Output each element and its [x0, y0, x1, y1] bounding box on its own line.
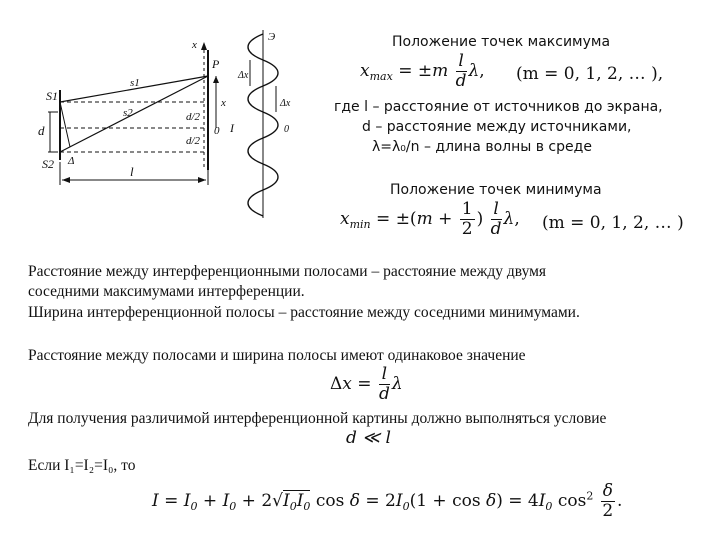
max-section-title: Положение точек максимума — [392, 34, 611, 50]
paragraph-equal-intensities: Если I₁=I₂=I₀, то — [28, 457, 136, 474]
label-intensity: I — [230, 121, 234, 135]
paragraph-fringe-distance-line-1: Расстояние между интерференционными полосами – расстояние между двумя — [28, 263, 547, 280]
label-x-value: x — [221, 97, 226, 109]
paragraph-same-value: Расстояние между полосами и ширина полосы имеют одинаковое значение — [28, 347, 526, 364]
label-l-bottom: l — [130, 164, 134, 179]
delta-x-formula: Δx = $\frac{l}{d}$ λ — [330, 364, 403, 404]
min-formula: $x_{min} = \pm(m$ + $\frac{1}{2}$ ) $\frac{l}{d}$ λ, — [340, 199, 520, 239]
label-screen-e: Э — [268, 31, 276, 43]
max-desc-line-3: λ=λ₀/n – длина волны в среде — [372, 139, 592, 155]
label-point-p: P — [212, 57, 220, 71]
label-x-axis: x — [192, 39, 197, 51]
label-ray-s1: s1 — [130, 77, 140, 89]
max-desc-line-2: d – расстояние между источниками, — [362, 119, 632, 135]
condition-formula: d ≪ l — [346, 428, 391, 448]
min-section-title: Положение точек минимума — [390, 182, 602, 198]
label-s1-source: S1 — [46, 89, 58, 103]
label-s2-source: S2 — [42, 157, 54, 171]
intensity-formula: $I = I_0 + I_0 + 2√I_0I_0$ $\cos \delta = 2I_0(1 + \cos \delta) = 4I_0$ $\cos^2$ $\frac{\delta}{2}$ . — [152, 481, 623, 521]
max-formula: $x_{max} = \pm m$ $\frac{l}{d}$ λ, — [360, 51, 485, 91]
paragraph-condition: Для получения различимой интерференционной картины должно выполняться условие — [28, 410, 607, 427]
label-zero: 0 — [214, 125, 220, 137]
paragraph-fringe-distance-line-2: соседними максимумами интерференции. — [28, 283, 305, 300]
label-d-half-bottom: d/2 — [186, 135, 201, 147]
max-formula-range: (m = 0, 1, 2, … ), — [516, 64, 664, 84]
interference-diagram — [18, 20, 308, 220]
label-delta: Δ — [68, 155, 75, 167]
label-delta-x-top: Δx — [238, 70, 249, 81]
paragraph-fringe-width: Ширина интерференционной полосы – расстояние между соседними минимумами. — [28, 304, 580, 321]
min-formula-range: (m = 0, 1, 2, … ) — [542, 213, 684, 233]
label-delta-x-right: Δx — [280, 98, 291, 109]
label-ray-s2: s2 — [123, 107, 133, 119]
label-d-half-top: d/2 — [186, 111, 201, 123]
label-d-left: d — [38, 123, 45, 138]
label-zero-right: 0 — [284, 124, 289, 135]
max-desc-line-1: где l – расстояние от источников до экрана, — [334, 99, 663, 115]
